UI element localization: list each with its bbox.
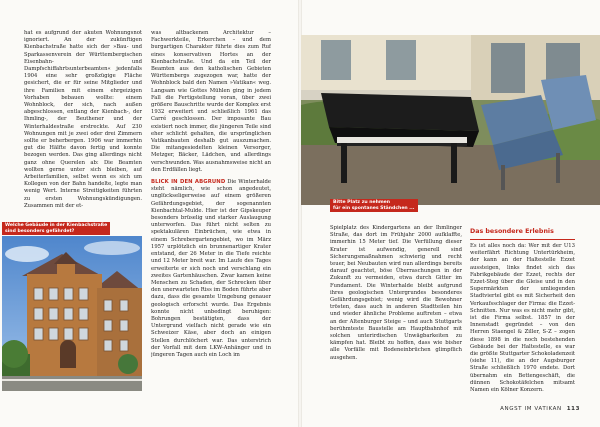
caption-line: sind besonders gefährdet? xyxy=(5,228,75,234)
body-text: Es ist alles noch da: Wer mit der U13 weiterfährt Richtung Untertürkheim, der kann an der Haltestelle Ezzet aussteigen, links findet sich das Fabrikgebäude der Ezzet, rechts der Ezzet-Steg über die Gleise und in den Supermärkten der umliegenden Stadtviertel gibt es mit Sicherheit den Verkaufsschlager der Firma: die Ezzet-Schnitten. Nur was es nicht mehr gibt, ist die Firma selbst. 1857 in der Innenstadt gegründet – von den Herren Staengel & Ziller, S-Z – zogen diese 1898 in die noch bestehenden Gebäude bei der Haltestelle, es war die größte Stuttgarter Schokoladenzeit (siehe 11), die an der Augsburger Straße schließlich 1970 endete. Dort übernahm ein Bettengeschäft, die dünnen Schokotäfelchen mitsamt Namen ein Kölner Konzern. xyxy=(470,243,575,393)
section-keyword: BLICK IN DEN ABGRUND xyxy=(151,179,226,186)
right-column-3 xyxy=(330,225,462,390)
left-column-2 xyxy=(151,30,271,400)
body-text: Die Winterhalde steht nämlich, wie schon angedeutet, unglückseligerweise auf einem größeren Gefährdungsgebiet, der sogenannten Kienbachtal-Mulde. Hier ist der Gipskeuper besonders brüselig und starker Auslaugung unterworfen. Das führt nicht selten zu spektakulären Einbrüchen, wie etwa in einem Schrebergartengebiet, wo im März 1957 urplötzlich ein brunnenartiger Krater entstand, der 26 Meter in die Tiefe reichte und 12 Meter breit war. Im Laufe des Tages erweiterte er sich noch und verschlang ein zweites Gartenhäuschen. Zwar kamen keine Menschen zu Schaden, der Schrecken über den unerwarteten Riss im Boden führte aber dazu, dass die gesamte Umgebung genauer geologisch erforscht wurde. Das Ergebnis konnte nicht unbedingt beruhigen: Bohrungen bestätigten, dass der Untergrund vielfach nicht gerade wie ein Schweizer Käse, aber doch an einigen Stellen durchlöchert war. Das unterstrich der Vorfall mit dem LKW-Anhänger und in jüngeren Tagen auch ein Loch im xyxy=(151,179,271,358)
body-text-section xyxy=(151,179,271,359)
caption-line: für ein spontanes Ständchen ... xyxy=(333,205,415,211)
page-number: 113 xyxy=(566,406,580,412)
piano-photo xyxy=(301,35,600,205)
feature-box-rule xyxy=(470,239,575,240)
body-text: was altbackenen Architektur – Fachwerkteile, Erkerchen – und dem burgartigen Charakter führte dies zum Ruf eines konservativen Hortes an der Kienbachstraße. Und da ein Teil der Beamten aus den katholischen Gebieten Württembergs zugezogen war, hatte der Wohnblock bald den Namen »Vatikan« weg. Langsam wie Gottes Mühlen ging in jedem Fall die Fertigstellung voran, über zwei größere Bauschritte wurde der Komplex erst 1932 erweitert und schließlich 1961 das Carré geschlossen. Der imposante Bau existiert noch immer, die jüngeren Teile sind eher schlicht gehalten, die ursprünglichen Vatikanbauten deshalb gut auszumachen. Die mitangesiedelten kleinen Versorger, Metzger, Bäcker, Lädchen, und allerdings verschwunden. Was ausnahmsweise nicht an den Erdfällen liegt. xyxy=(151,30,271,173)
body-text: Spielplatz des Kindergartens an der Ihmlinger Straße, das dort im Frühjahr 2000 aufklaffte, immerhin 15 Meter tief. Die Verfüllung dieser Krater ist aufwendig, generell sind Sicherungsmaßnahmen schwierig und recht teuer, bei Neubauten wird nun allerdings bereits darauf geachtet, böse Überraschungen in der Zukunft zu vermeiden, etwa durch Gitter im Fundament. Die Winterhalde bleibt aufgrund ihres geologischen Untergrundes besonderes Gefährdungsgebiet; wenig wird die Bewohner trösten, dass auch in anderen Stadtteilen hin und wieder ähnliche Probleme auftreten – etwa an der Altenburger Steige – und auch Stuttgarts berühmteste Baustelle am Hauptbahnhof mit solchen unterirdischen Unwägbarkeiten zu kämpfen hat. Bleibt zu hoffen, dass wie bisher alle Vorfälle mit Bodeneinbrüchen glimpflich ausgehen. xyxy=(330,225,462,361)
caption-line: Bitte Platz zu nehmen xyxy=(333,200,391,205)
right-column-4 xyxy=(470,243,575,393)
running-title: ANGST IM VATIKAN xyxy=(500,406,562,412)
building-photo xyxy=(2,236,142,391)
caption-line: Welche Gebäude in der Kienbachstraße xyxy=(5,223,108,228)
photo-caption-right xyxy=(330,199,418,212)
left-column-1 xyxy=(24,30,142,226)
page-footer xyxy=(500,406,580,412)
feature-box-title: Das besondere Erlebnis xyxy=(470,228,554,235)
body-text: hat es aufgrund der akuten Wohnungsnot ignoriert. An der zukünftigen Kienbachstraße hatte sich der »Bau- und Sparkassenverein der Württembergischen Eisenbahn- und Dampfschiffahrtsunterbeamten« jedenfalls 1904 eine sehr großzügige Fläche gesichert, die er für seine Mitglieder und ihre Familien mit einem ehrgeizigen Vorhaben bebauen wollte: einem Wohnblock, der sich, nach außen abgeschlossen, entlang der Kienbach-, der Ihmling-, der Beuthener und der Winterhaldestraße erstreckte. Auf 230 Wohnungen mit je zwei oder drei Zimmern sollte er beherbergen. 1906 war immerhin gut die Hälfte davon fertig und konnte bezogen werden. Das ging allerdings nicht ganz ohne Querelen ab: Die Beamten wollten gerne unter sich bleiben, auf Arbeiterfamilien, selbst wenn es sich um Kollegen von der Bahn handelte, legte man wenig Wert. Interne Streitigkeiten führten zu ersten Wohnungskündigungen. Zusammen mit der et- xyxy=(24,30,142,209)
photo-caption-left xyxy=(2,222,110,235)
